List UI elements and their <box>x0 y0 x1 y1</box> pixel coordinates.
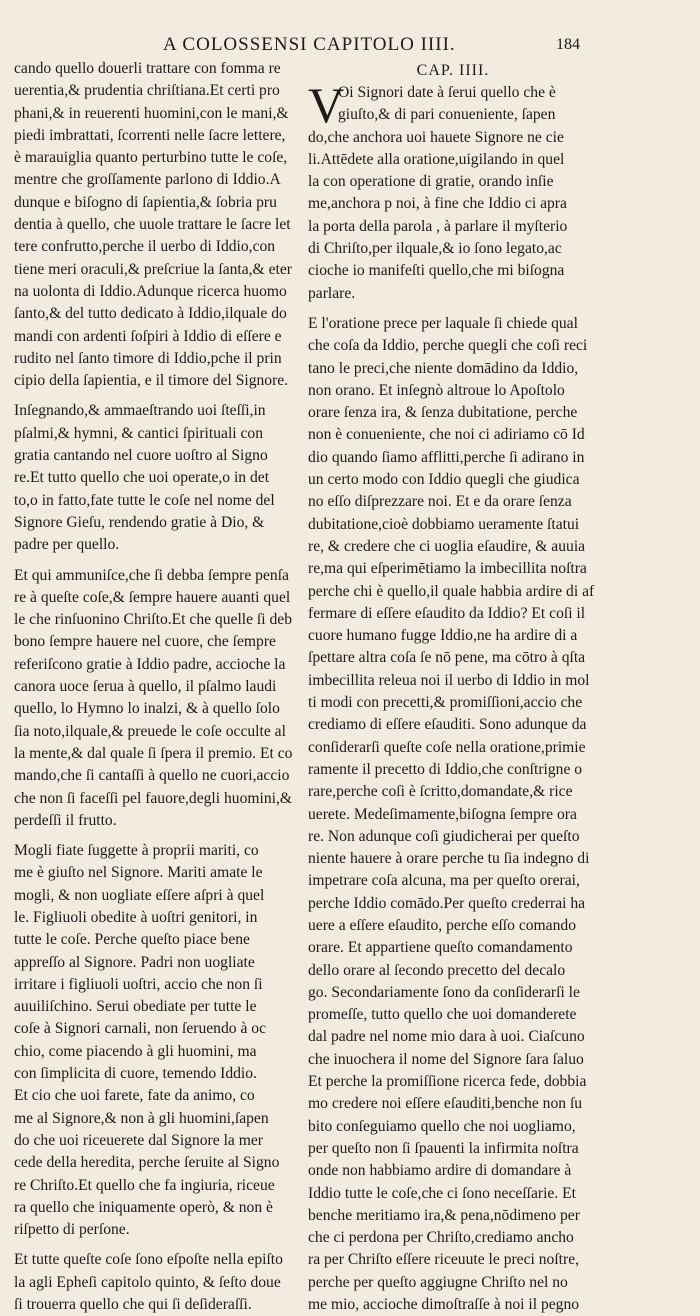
text-line: benche meritiamo ira,& pena,nōdimeno per <box>308 1206 580 1224</box>
text-line: riſpetto di perſone. <box>14 1221 130 1239</box>
left-text-column <box>14 58 302 1316</box>
text-line: referiſcono gratie à Iddio padre, accioche la <box>14 655 286 673</box>
text-line: tere confrutto,perche il uerbo di Iddio,con <box>14 238 276 256</box>
text-line: Et qui ammuniſce,che ſi debba ſempre penſa <box>14 566 289 584</box>
text-line: re Chriſto.Et quello che fa ingiuria, riceue <box>14 1176 275 1194</box>
text-line: me al Signore,& non à gli huomini,ſapen <box>14 1109 269 1127</box>
text-line: fermare di eſſere eſaudito da Iddio? Et coſi il <box>308 604 586 622</box>
text-line: imbecillita releua noi il uerbo di Iddio in mol <box>308 671 590 689</box>
text-line: piedi imbrattati, ſcorrenti nelle ſacre lettere, <box>14 126 286 144</box>
text-line: mandi con ardenti ſoſpiri à Iddio di eſſere e <box>14 327 282 345</box>
text-line: parlare. <box>308 284 356 302</box>
text-line: na uolonta di Iddio.Adunque ricerca huomo <box>14 282 287 300</box>
paragraph <box>14 58 302 392</box>
text-line: mogli, & non uogliate eſſere aſpri à quel <box>14 886 265 904</box>
text-line: ra quello che iniquamente operò, & non è <box>14 1198 273 1216</box>
text-line: uerete. Medeſimamente,biſogna ſempre ora <box>308 805 577 823</box>
text-line: è marauiglia quanto perturbino tutte le coſe, <box>14 149 288 167</box>
text-line: ſi trouerra quello che qui ſi deſideraſſi. <box>14 1296 252 1314</box>
text-line: Oi Signori date à ſerui quello che è <box>338 84 556 101</box>
text-line: perche chi è quello,il quale habbia ardire di af <box>308 582 595 600</box>
paragraph <box>308 313 598 1316</box>
text-line: re, & credere che ci uoglia eſaudire, & auuia <box>308 537 586 555</box>
text-line: dentia à quello, che uuole trattare le ſacre let <box>14 216 291 234</box>
paragraph <box>14 400 302 556</box>
text-line: me mio, accioche dimoſtraſſe à noi il pegno <box>308 1296 580 1314</box>
text-line: mo credere noi eſſere eſauditi,benche non ſu <box>308 1095 583 1113</box>
text-line: conſiderarſi queſte coſe nella oratione,primie <box>308 738 586 756</box>
text-line: no eſſo diſprezzare noi. Et e da orare ſenza <box>308 493 572 511</box>
text-line: re,ma qui eſperimētiamo la imbecillita noſtra <box>308 560 587 578</box>
text-line: Iddio tutte le coſe,che ci ſono neceſſarie. Et <box>308 1184 577 1202</box>
text-line: coſe à Signori carnali, non ſeruendo à oc <box>14 1020 267 1038</box>
text-line: ſia noto,ilquale,& preuede le coſe occulte al <box>14 722 286 740</box>
text-line: bito conſeguiamo quello che noi uogliamo, <box>308 1117 576 1135</box>
text-line: bono ſempre hauere nel cuore, che ſempre <box>14 633 276 651</box>
text-line: mentre che groſſamente parlono di Iddio.A <box>14 171 281 189</box>
page-header <box>0 34 700 60</box>
text-line: auuiliſchino. Serui obediate per tutte le <box>14 998 257 1016</box>
text-line: Signore Gieſu, rendendo gratie à Dio, & <box>14 513 265 531</box>
text-line: dunque e biſogno di ſapientia,& ſobria pru <box>14 193 277 211</box>
text-line: un certo modo con Iddio quegli che giudica <box>308 471 580 489</box>
text-line: re. Non adunque coſi giudicherai per queſto <box>308 827 580 845</box>
text-line: con ſimplicita di cuore, temendo Iddio. <box>14 1065 257 1083</box>
text-line: to,o in fatto,fate tutte le coſe nel nome del <box>14 491 275 509</box>
text-line: tiene meri oraculi,& preſcriue la ſanta,& eter <box>14 260 292 278</box>
text-line: niente hauere à orare perche tu ſia indegno di <box>308 850 590 868</box>
running-head: A COLOSSENSI CAPITOLO IIII. <box>163 34 456 55</box>
text-line: Et perche la promiſſione ricerca fede, dobbia <box>308 1073 587 1091</box>
text-line: che coſa da Iddio, perche quegli che coſi reci <box>308 337 588 355</box>
text-line: non è conueniente, che noi ci adiriamo cō Id <box>308 426 585 444</box>
text-line: Mogli fiate ſuggette à proprii mariti, co <box>14 842 259 860</box>
text-line: canora uoce ſerua à quello, il pſalmo laudi <box>14 678 277 696</box>
text-line: go. Secondariamente ſono da conſiderarſi le <box>308 983 580 1001</box>
chapter-opening <box>308 77 598 305</box>
text-line: non orano. Et inſegnò altroue lo Apoſtolo <box>308 381 565 399</box>
text-line: le che rinſuonino Chriſto.Et che quelle ſi deb <box>14 611 293 629</box>
text-line: Et cio che uoi farete, fate da animo, co <box>14 1087 255 1105</box>
text-line: tano le preci,che niente domādino da Iddio, <box>308 359 579 377</box>
text-line: di Chriſto,per ilquale,& io ſono legato,ac <box>308 240 562 258</box>
text-line: tutte le coſe. Perche queſto piace bene <box>14 931 250 949</box>
text-line: cioche io manifeſti quello,che mi biſogna <box>308 262 565 280</box>
paragraph <box>14 565 302 833</box>
text-line: dubitatione,cioè dobbiamo ueramente ſtatui <box>308 515 580 533</box>
right-text-column <box>308 58 598 1316</box>
text-line: Et tutte queſte coſe ſono eſpoſte nella epiſto <box>14 1251 283 1269</box>
text-line: padre per quello. <box>14 536 120 554</box>
paragraph-gap <box>14 557 302 565</box>
text-line: mando,che ſi cantaſſi à quello ne cuori,accio <box>14 767 290 785</box>
text-line: cede della heredita, perche ſeruite al Signo <box>14 1154 280 1172</box>
text-line: appreſſo al Signore. Padri non uogliate <box>14 953 255 971</box>
text-line: dal padre nel nome mio dara à uoi. Ciaſcuno <box>308 1028 585 1046</box>
text-line: la porta della parola , à parlare il myſterio <box>308 217 568 235</box>
text-line: ramente il precetto di Iddio,che conſtrigne o <box>308 760 583 778</box>
text-line: cipio della ſapientia, e il timore del Signore. <box>14 372 289 390</box>
text-line: orare. Et appartiene queſto comandamento <box>308 939 573 957</box>
text-line: cando quello douerli trattare con fomma re <box>14 60 281 77</box>
paragraph-gap <box>308 305 598 313</box>
text-line: ra per Chriſto eſſere riceuute le preci noſtre, <box>308 1251 580 1269</box>
text-line: che inuochera il nome del Signore ſara ſaluo <box>308 1050 584 1068</box>
text-line: ſpettare altra coſa ſe nō pene, ma cōtro à qſta <box>308 649 586 667</box>
text-line: per queſto non ſi ſpauenti la infirmita noſtra <box>308 1139 579 1157</box>
text-line: uerentia,& prudentia chriſtiana.Et certi pro <box>14 82 280 100</box>
text-line: rudito nel ſanto timore di Iddio,pche il prin <box>14 349 282 367</box>
paragraph-gap <box>14 392 302 400</box>
text-line: dio quando ſiamo afflitti,perche ſi adirano in <box>308 448 585 466</box>
text-line: perche per queſto aggiugne Chriſto nel no <box>308 1273 568 1291</box>
text-line: irritare i figliuoli uoſtri, accio che non ſi <box>14 975 263 993</box>
text-line: che ci perdona per Chriſto,crediamo ancho <box>308 1229 574 1247</box>
text-line: Inſegnando,& ammaeſtrando uoi ſteſſi,in <box>14 402 266 420</box>
paragraph-gap <box>14 1241 302 1249</box>
text-line: onde non habbiamo ardire di domandare à <box>308 1162 572 1180</box>
paragraph-gap <box>14 832 302 840</box>
text-line: la agli Epheſi capitolo quinto, & ſeſto doue <box>14 1273 281 1291</box>
text-line: impetrare coſa alcuna, ma per queſto orerai, <box>308 872 580 890</box>
text-line: la mente,& dal quale ſi ſpera il premio. Et co <box>14 744 293 762</box>
text-line: do che uoi riceuerete dal Signore la mer <box>14 1131 263 1149</box>
text-line: perche Iddio comādo.Per queſto crederrai ha <box>308 894 586 912</box>
text-line: promeſſe, tutto quello che uoi domanderete <box>308 1006 577 1024</box>
text-line: re.Et tutto quello che uoi operate,o in det <box>14 469 270 487</box>
text-line: re à queſte coſe,& ſempre hauere auanti quel <box>14 588 291 606</box>
page-number: 184 <box>556 36 580 53</box>
text-line: uere a eſſere eſaudito, perche eſſo comando <box>308 916 576 934</box>
text-line: rare,perche coſi è ſcritto,domandate,& rice <box>308 783 573 801</box>
text-line: perdeſſi il frutto. <box>14 811 117 829</box>
chapter-heading: CAP. IIII. <box>416 62 490 79</box>
paragraph <box>14 840 302 1241</box>
text-line: dello orare al ſecondo precetto del decalo <box>308 961 566 979</box>
text-line: giuſto,& di pari conueniente, ſapen <box>338 106 556 124</box>
text-line: ti modi con precetti,& promiſſioni,accio che <box>308 694 583 712</box>
text-line: li.Attēdete alla oratione,uigilando in quel <box>308 150 565 168</box>
text-line: cuore humano fugge Iddio,ne ha ardire di a <box>308 627 578 645</box>
text-line: orare ſenza ira, & ſenza dubitatione, perche <box>308 404 578 422</box>
right-column-body <box>308 313 598 1316</box>
text-line: gratia cantando nel cuore uoſtro al Signo <box>14 447 268 465</box>
text-line: che non ſi faceſſi pel fauore,degli huomini,& <box>14 789 292 807</box>
drop-cap: V <box>308 77 345 133</box>
text-line: quello, lo Hymno lo inalzi, & à quello ſolo <box>14 700 280 718</box>
text-line: le. Figliuoli obedite à uoſtri genitori, in <box>14 908 258 926</box>
paragraph <box>14 1249 302 1316</box>
text-line: me è giuſto nel Signore. Mariti amate le <box>14 864 263 882</box>
text-line: phani,& in reuerenti huomini,con le mani,& <box>14 104 289 122</box>
text-line: do,che anchora uoi hauete Signore ne cie <box>308 128 564 146</box>
text-line: ſanto,& del tutto dedicato à Iddio,ilquale do <box>14 305 287 323</box>
text-line: crediamo di eſſere eſauditi. Sono adunque da <box>308 716 587 734</box>
text-line: pſalmi,& hymni, & cantici ſpirituali con <box>14 424 264 442</box>
text-line: chio, come piacendo à gli huomini, ma <box>14 1042 257 1060</box>
text-line: me,anchora p noi, à fine che Iddio ci apra <box>308 195 567 213</box>
text-line: la con operatione di gratie, orando inſie <box>308 173 554 191</box>
text-line: E l'oratione prece per laquale ſi chiede qual <box>308 314 578 332</box>
